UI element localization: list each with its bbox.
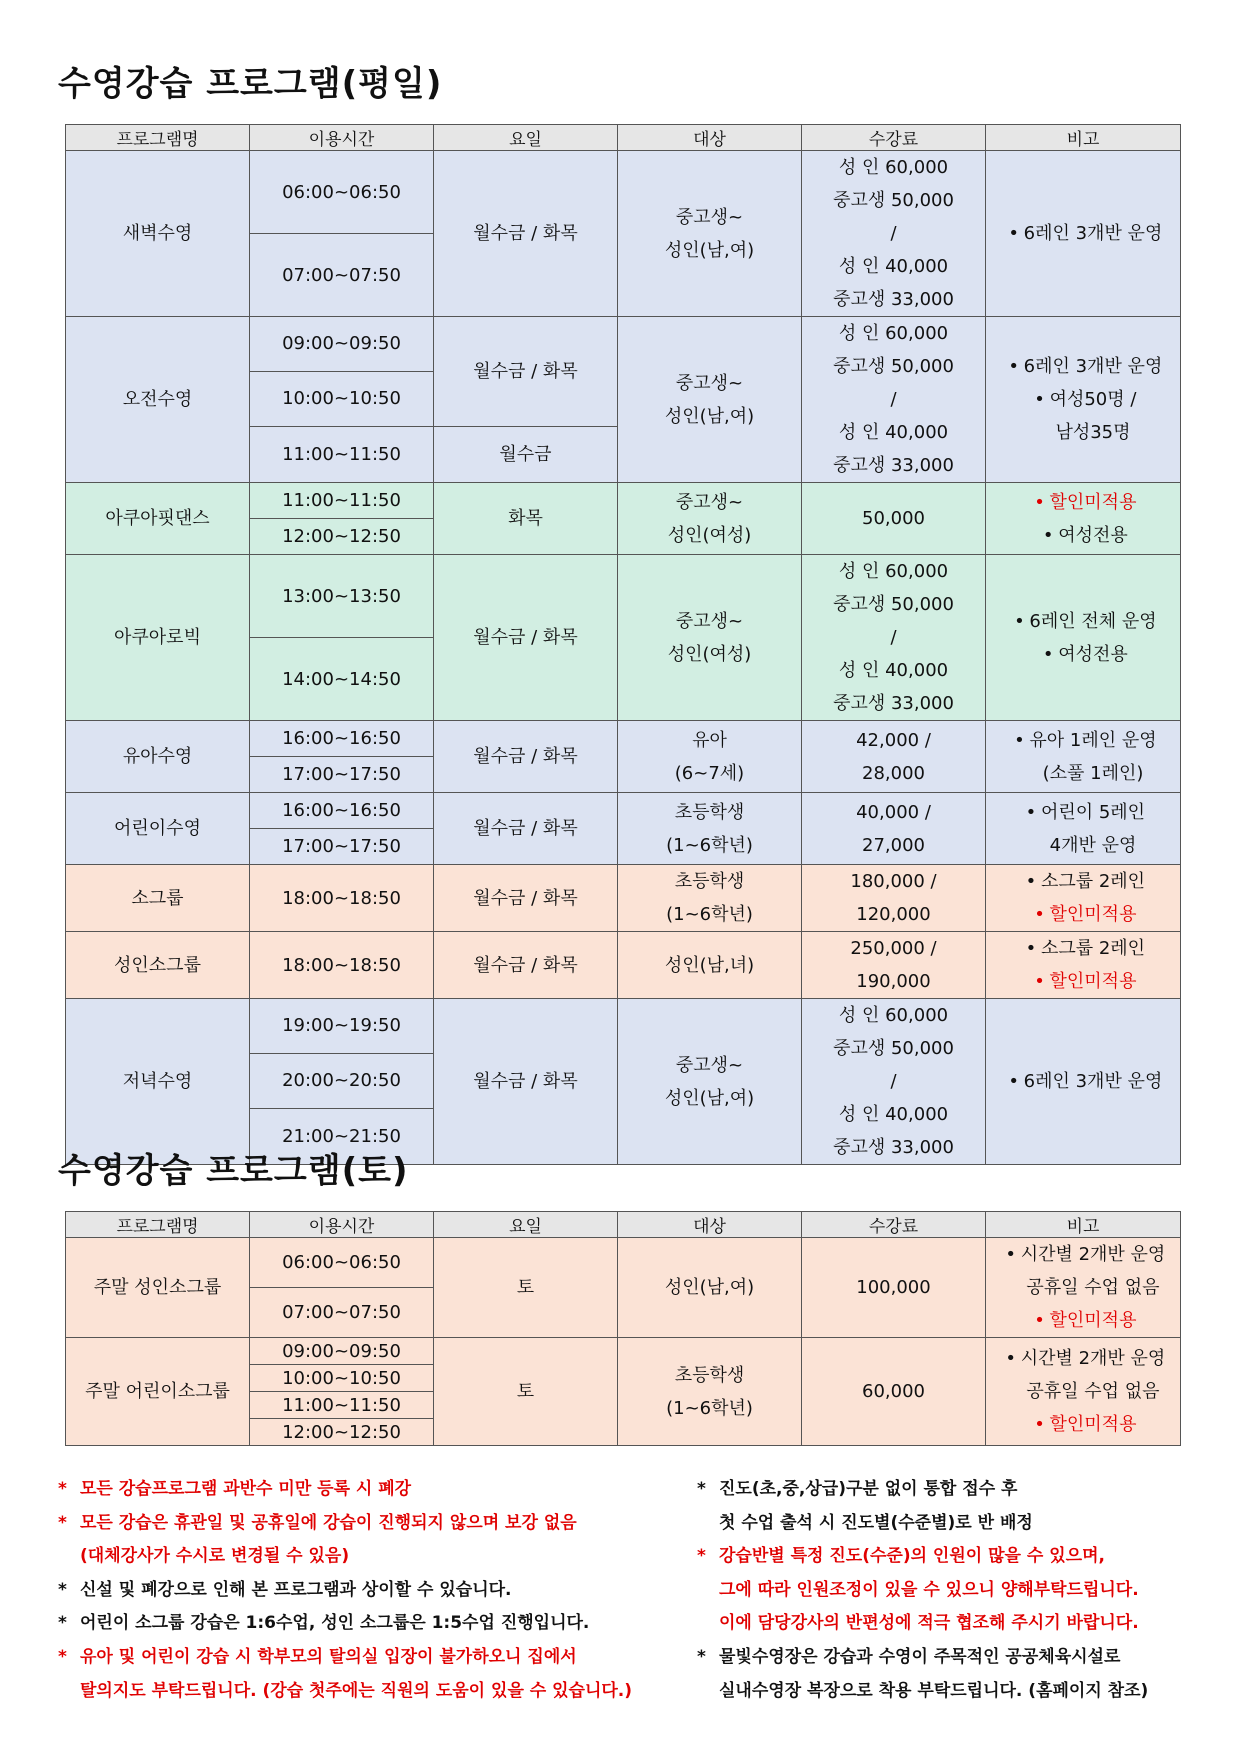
note-item: • 할인미적용	[986, 486, 1180, 519]
time-slot: 07:00~07:50	[250, 1288, 434, 1338]
notes	[986, 932, 1181, 999]
program-name: 소그룹	[66, 865, 250, 932]
time-slot: 10:00~10:50	[250, 371, 434, 426]
days: 화목	[434, 483, 618, 555]
days: 월수금 / 화목	[434, 865, 618, 932]
program-name: 아쿠아핏댄스	[66, 483, 250, 555]
notice-item: * 진도(초,중,상급)구분 없이 통합 접수 후	[697, 1473, 1148, 1507]
notice-item: * 유아 및 어린이 강습 시 학부모의 탈의실 입장이 불가하오니 집에서	[58, 1641, 632, 1675]
time-slot: 19:00~19:50	[250, 999, 434, 1054]
fee-line: 42,000 /	[856, 729, 931, 751]
note-item: • 시간별 2개반 운영	[986, 1342, 1180, 1375]
asterisk-icon: *	[58, 1512, 67, 1533]
notice-item: * 신설 및 폐강으로 인해 본 프로그램과 상이할 수 있습니다.	[58, 1574, 632, 1608]
asterisk-icon: *	[58, 1579, 67, 1600]
asterisk-icon: *	[58, 1613, 67, 1634]
time-slot: 16:00~16:50	[250, 793, 434, 829]
note-continuation: 4개반 운영	[1049, 834, 1137, 856]
target-line: 성인(남,여)	[664, 1087, 755, 1109]
time-slot: 07:00~07:50	[250, 234, 434, 317]
target-line: 중고생~	[675, 610, 744, 632]
notice-continuation: 탈의지도 부탁드립니다. (강습 첫주에는 직원의 도움이 있을 수 있습니다.)	[80, 1680, 633, 1701]
fee-line: 성 인 60,000	[838, 157, 949, 178]
fee-line: /	[890, 1071, 897, 1092]
target-line: 초등학생	[674, 801, 745, 823]
fee-line: /	[890, 627, 897, 648]
days: 월수금 / 화목	[434, 317, 618, 427]
fee	[802, 151, 986, 317]
time-slot: 18:00~18:50	[250, 865, 434, 932]
fee-line: 중고생 50,000	[833, 594, 954, 615]
notice-continuation: 첫 수업 출석 시 진도별(수준별)로 반 배정	[719, 1512, 1033, 1533]
notice-continuation: 이에 담당강사의 반편성에 적극 협조해 주시기 바랍니다.	[719, 1613, 1139, 1634]
fee-line: 중고생 33,000	[833, 1137, 954, 1158]
program-name: 저녁수영	[66, 999, 250, 1165]
time-slot: 16:00~16:50	[250, 721, 434, 757]
target-line: 성인(남,여)	[664, 405, 755, 427]
target	[618, 1238, 802, 1338]
fee	[802, 721, 986, 793]
target	[618, 721, 802, 793]
target-line: 초등학생	[674, 871, 745, 892]
time-slot: 11:00~11:50	[250, 483, 434, 519]
notice-item: * 어린이 소그룹 강습은 1:6수업, 성인 소그룹은 1:5수업 진행입니다.	[58, 1607, 632, 1641]
saturday-schedule-table	[65, 1211, 1181, 1446]
table-row	[66, 865, 1181, 932]
time-slot: 17:00~17:50	[250, 829, 434, 865]
header-days: 요일	[434, 1212, 618, 1238]
fee-line: 100,000	[856, 1277, 931, 1298]
header-days: 요일	[434, 125, 618, 151]
fee	[802, 865, 986, 932]
notes	[986, 721, 1181, 793]
fee	[802, 1338, 986, 1446]
target	[618, 483, 802, 555]
target	[618, 317, 802, 483]
header-target: 대상	[618, 1212, 802, 1238]
fee-line: /	[890, 389, 897, 410]
asterisk-icon: *	[697, 1479, 706, 1499]
notes	[986, 483, 1181, 555]
target-line: (1~6학년)	[666, 834, 753, 856]
target-line: 성인(여성)	[667, 643, 752, 665]
note-item: • 6레인 3개반 운영	[986, 217, 1180, 250]
fee-line: 40,000 /	[856, 801, 931, 823]
time-slot: 21:00~21:50	[250, 1108, 434, 1164]
days: 월수금 / 화목	[434, 793, 618, 865]
notice-continuation: 실내수영장 복장으로 착용 부탁드립니다. (홈페이지 참조)	[719, 1680, 1149, 1701]
asterisk-icon: *	[58, 1479, 67, 1499]
target	[618, 932, 802, 999]
notes	[986, 555, 1181, 721]
program-name: 오전수영	[66, 317, 250, 483]
fee-line: 성 인 60,000	[838, 561, 949, 582]
notice-item: * 모든 강습은 휴관일 및 공휴일에 강습이 진행되지 않으며 보강 없음	[58, 1507, 632, 1541]
weekday-schedule-table	[65, 124, 1181, 1165]
table-row	[66, 1238, 1181, 1288]
target-line: 성인(남,여)	[664, 239, 755, 261]
saturday-title: 수영강습 프로그램(토)	[58, 1151, 409, 1191]
days: 월수금 / 화목	[434, 151, 618, 317]
program-name: 새벽수영	[66, 151, 250, 317]
notice-item: * 물빛수영장은 강습과 수영이 주목적인 공공체육시설로	[697, 1641, 1148, 1675]
notes	[986, 317, 1181, 483]
time-slot: 13:00~13:50	[250, 555, 434, 638]
note-item: • 여성50명 /	[986, 383, 1180, 416]
table-row	[66, 1338, 1181, 1365]
header-fee: 수강료	[802, 1212, 986, 1238]
days: 토	[434, 1238, 618, 1338]
fee-line: 중고생 50,000	[833, 1038, 954, 1059]
days: 토	[434, 1338, 618, 1446]
header-program: 프로그램명	[66, 1212, 250, 1238]
days: 월수금 / 화목	[434, 932, 618, 999]
program-name: 유아수영	[66, 721, 250, 793]
target-line: 성인(남,녀)	[664, 954, 755, 976]
notices-left	[58, 1473, 632, 1708]
table-row	[66, 555, 1181, 638]
note-item: • 소그룹 2레인	[986, 932, 1180, 965]
target-line: (1~6학년)	[666, 1397, 753, 1419]
fee-line: 28,000	[862, 762, 925, 784]
weekday-title: 수영강습 프로그램(평일)	[58, 64, 443, 104]
header-program: 프로그램명	[66, 125, 250, 151]
fee	[802, 932, 986, 999]
note-item: • 6레인 3개반 운영	[986, 1065, 1180, 1098]
time-slot: 11:00~11:50	[250, 426, 434, 482]
program-name: 어린이수영	[66, 793, 250, 865]
target	[618, 555, 802, 721]
target-line: 초등학생	[674, 1364, 745, 1386]
notice-continuation: (대체강사가 수시로 변경될 수 있음)	[80, 1546, 350, 1567]
time-slot: 06:00~06:50	[250, 1238, 434, 1288]
table-row	[66, 483, 1181, 519]
target	[618, 1338, 802, 1446]
asterisk-icon: *	[58, 1646, 67, 1667]
days: 월수금 / 화목	[434, 999, 618, 1165]
time-slot: 09:00~09:50	[250, 317, 434, 372]
notes	[986, 1238, 1181, 1338]
target-line: (6~7세)	[674, 762, 745, 784]
fee-line: 중고생 50,000	[833, 356, 954, 377]
program-name: 주말 어린이소그룹	[66, 1338, 250, 1446]
fee-line: 성 인 40,000	[838, 256, 949, 277]
note-continuation: (소풀 1레인)	[1042, 762, 1144, 784]
notices-right	[697, 1473, 1148, 1708]
time-slot: 12:00~12:50	[250, 519, 434, 555]
days: 월수금 / 화목	[434, 721, 618, 793]
fee	[802, 793, 986, 865]
fee-line: 성 인 40,000	[838, 422, 949, 443]
time-slot: 10:00~10:50	[250, 1365, 434, 1392]
fee	[802, 1238, 986, 1338]
target	[618, 999, 802, 1165]
target	[618, 151, 802, 317]
target	[618, 865, 802, 932]
header-time: 이용시간	[250, 1212, 434, 1238]
header-notes: 비고	[986, 1212, 1181, 1238]
notes	[986, 151, 1181, 317]
notes	[986, 1338, 1181, 1446]
days: 월수금 / 화목	[434, 555, 618, 721]
table-row	[66, 721, 1181, 757]
target-line: 중고생~	[675, 1054, 744, 1076]
table-row	[66, 999, 1181, 1054]
asterisk-icon: *	[697, 1546, 706, 1567]
fee-line: /	[890, 223, 897, 244]
notice-item: * 모든 강습프로그램 과반수 미만 등록 시 폐강	[58, 1473, 632, 1507]
table-row	[66, 932, 1181, 999]
header-fee: 수강료	[802, 125, 986, 151]
note-item: • 여성전용	[986, 638, 1180, 671]
fee	[802, 483, 986, 555]
fee	[802, 555, 986, 721]
target-line: 중고생~	[675, 491, 744, 513]
program-name: 주말 성인소그룹	[66, 1238, 250, 1338]
time-slot: 18:00~18:50	[250, 932, 434, 999]
target-line: 중고생~	[675, 372, 744, 394]
days: 월수금	[434, 426, 618, 482]
note-continuation: 남성35명	[1055, 422, 1131, 443]
fee-line: 190,000	[856, 971, 931, 992]
fee-line: 성 인 40,000	[838, 660, 949, 681]
fee-line: 성 인 60,000	[838, 1005, 949, 1026]
target	[618, 793, 802, 865]
asterisk-icon: *	[697, 1646, 706, 1667]
notes	[986, 865, 1181, 932]
fee-line: 중고생 33,000	[833, 455, 954, 476]
note-item: • 할인미적용	[986, 1304, 1180, 1337]
time-slot: 12:00~12:50	[250, 1419, 434, 1446]
fee-line: 중고생 33,000	[833, 289, 954, 310]
time-slot: 14:00~14:50	[250, 638, 434, 721]
note-item: • 할인미적용	[986, 965, 1180, 998]
table-row	[66, 151, 1181, 234]
note-continuation: 공휴일 수업 없음	[1026, 1381, 1160, 1402]
fee-line: 성 인 60,000	[838, 323, 949, 344]
header-notes: 비고	[986, 125, 1181, 151]
note-item: • 어린이 5레인	[986, 796, 1180, 829]
note-item: • 할인미적용	[986, 898, 1180, 931]
fee-line: 180,000 /	[850, 871, 937, 892]
note-item: • 6레인 전체 운영	[986, 605, 1180, 638]
fee-line: 중고생 50,000	[833, 190, 954, 211]
notice-item: * 강습반별 특정 진도(수준)의 인원이 많을 수 있으며,	[697, 1540, 1148, 1574]
header-time: 이용시간	[250, 125, 434, 151]
note-item: • 할인미적용	[986, 1408, 1180, 1441]
note-item: • 소그룹 2레인	[986, 865, 1180, 898]
note-item: • 유아 1레인 운영	[986, 724, 1180, 757]
fee-line: 성 인 40,000	[838, 1104, 949, 1125]
target-line: 유아	[692, 729, 727, 751]
fee-line: 27,000	[862, 834, 925, 856]
target-line: 성인(남,여)	[664, 1277, 755, 1298]
program-name: 아쿠아로빅	[66, 555, 250, 721]
fee-line: 250,000 /	[850, 938, 937, 959]
table-row	[66, 793, 1181, 829]
notes	[986, 793, 1181, 865]
note-item: • 여성전용	[986, 519, 1180, 552]
note-item: • 6레인 3개반 운영	[986, 350, 1180, 383]
note-continuation: 공휴일 수업 없음	[1026, 1277, 1160, 1298]
fee	[802, 999, 986, 1165]
fee-line: 중고생 33,000	[833, 693, 954, 714]
notes	[986, 999, 1181, 1165]
note-item: • 시간별 2개반 운영	[986, 1238, 1180, 1271]
target-line: 중고생~	[675, 206, 744, 228]
time-slot: 09:00~09:50	[250, 1338, 434, 1365]
time-slot: 17:00~17:50	[250, 757, 434, 793]
fee-line: 50,000	[862, 508, 925, 529]
header-target: 대상	[618, 125, 802, 151]
target-line: 성인(여성)	[667, 524, 752, 546]
notice-continuation: 그에 따라 인원조정이 있을 수 있으니 양해부탁드립니다.	[719, 1579, 1139, 1600]
fee-line: 60,000	[862, 1381, 925, 1402]
program-name: 성인소그룹	[66, 932, 250, 999]
time-slot: 06:00~06:50	[250, 151, 434, 234]
time-slot: 20:00~20:50	[250, 1053, 434, 1108]
fee-line: 120,000	[856, 904, 931, 925]
time-slot: 11:00~11:50	[250, 1392, 434, 1419]
table-row	[66, 317, 1181, 372]
target-line: (1~6학년)	[666, 904, 753, 925]
fee	[802, 317, 986, 483]
